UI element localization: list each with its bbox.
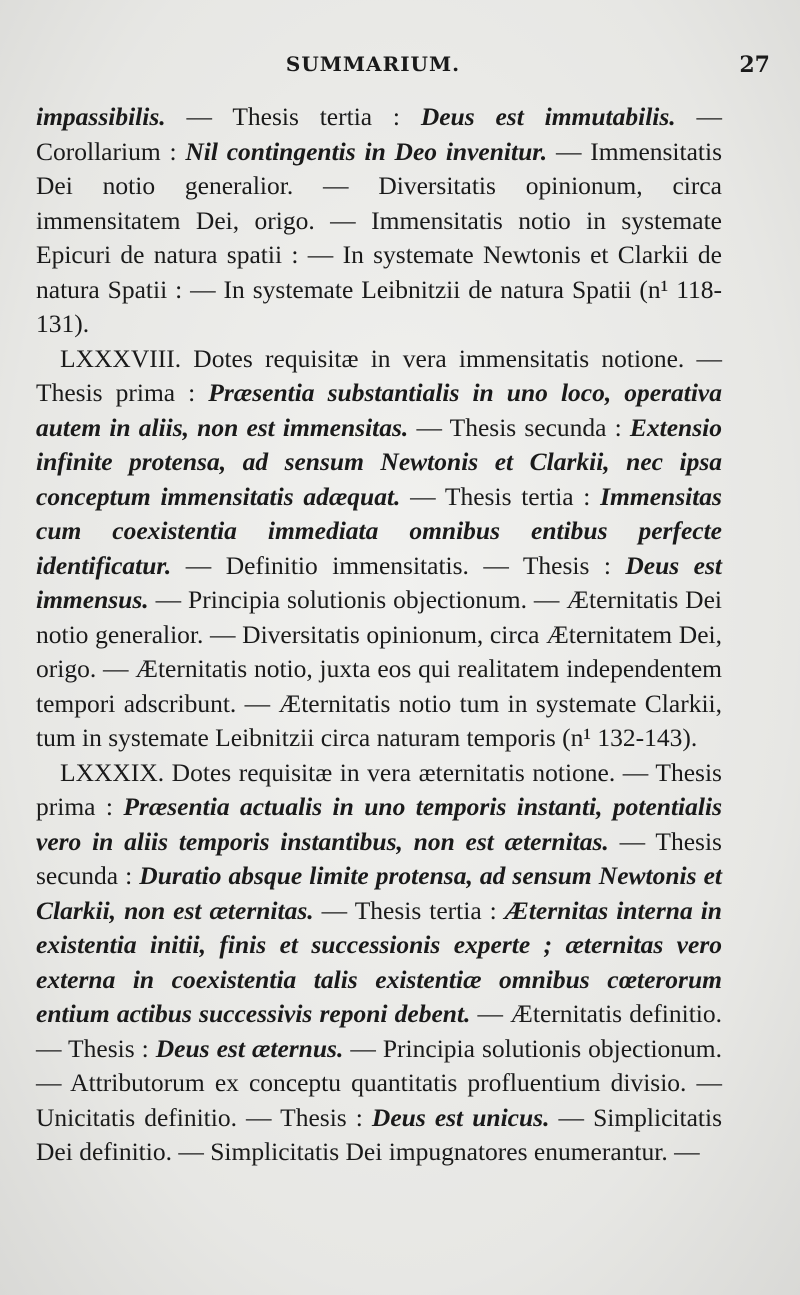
italic-phrase: impassibilis. bbox=[36, 102, 166, 131]
roman-text: — Corollarium : bbox=[36, 102, 722, 166]
paragraph-1 bbox=[36, 100, 722, 342]
summary-text bbox=[36, 100, 722, 1170]
running-head-title: SUMMARIUM. bbox=[285, 52, 461, 76]
running-head bbox=[36, 52, 770, 82]
roman-text: — Principia solutionis objectionum. — Attributorum ex conceptu quantitatis profluentium divisio. — Unicitatis definitio. — Thesis : bbox=[36, 1033, 722, 1132]
roman-text: — Definitio immensitatis. — Thesis : bbox=[171, 550, 626, 580]
paragraph-lxxxix bbox=[36, 756, 722, 1170]
page-number: 27 bbox=[739, 52, 770, 78]
italic-phrase: Deus est æternus. bbox=[155, 1033, 344, 1063]
roman-text: — Thesis tertia : bbox=[400, 481, 601, 511]
paragraph-lxxxviii bbox=[36, 342, 722, 756]
roman-text: — Thesis tertia : bbox=[313, 895, 505, 925]
italic-phrase: Nil contingentis in Deo invenitur. bbox=[185, 136, 548, 166]
roman-text: — Thesis tertia : bbox=[165, 102, 421, 131]
italic-phrase: Præsentia substantialis in uno loco, operativa autem in aliis, non est immensitas. bbox=[36, 378, 722, 442]
roman-text: — Æternitatis definitio. — Thesis : bbox=[36, 999, 722, 1063]
roman-text: — Thesis secunda : bbox=[408, 412, 630, 442]
roman-text: — Simplicitatis Dei definitio. — Simplicitatis Dei impugnatores enumerantur. — bbox=[36, 1102, 722, 1166]
italic-phrase: Deus est immutabilis. bbox=[420, 102, 676, 131]
roman-text: LXXXVIII. Dotes requisitæ in vera immensitatis notione. — Thesis prima : bbox=[36, 343, 722, 407]
roman-text: — Principia solutionis objectionum. — Æternitatis Dei notio generalior. — Diversitatis opinionum, circa Æternitatem Dei, origo. — Æternitatis notio, juxta eos qui realitatem independentem tempori adscribunt. — Æternitatis notio tum in systemate Clarkii, tum in systemate Leibnitzii circa naturam temporis (n¹ 132-143). bbox=[36, 585, 722, 752]
italic-phrase: Præsentia actualis in uno temporis instanti, potentialis vero in aliis temporis instantibus, non est æternitas. bbox=[36, 792, 722, 856]
roman-text: — Thesis secunda : bbox=[36, 826, 722, 890]
italic-phrase: Æternitas interna in existentia initii, finis et successionis experte ; æternitas vero externa in coexistentia talis existentiæ omnibus cœterorum entium actibus successivis reponi debent. bbox=[36, 895, 722, 1028]
italic-phrase: Extensio infinite protensa, ad sensum Newtonis et Clarkii, nec ipsa conceptum immensitatis adæquat. bbox=[36, 412, 722, 511]
italic-phrase: Duratio absque limite protensa, ad sensum Newtonis et Clarkii, non est æternitas. bbox=[36, 861, 722, 925]
italic-phrase: Deus est immensus. bbox=[36, 550, 722, 614]
roman-text: — Immensitatis Dei notio generalior. — Diversitatis opinionum, circa immensitatem Dei, origo. — Immensitatis notio in systemate Epicuri de natura spatii : — In systemate Newtonis et Clarkii de natura Spatii : — In systemate Leibnitzii de natura Spatii (n¹ 118-131). bbox=[36, 136, 723, 338]
roman-text: LXXXIX. Dotes requisitæ in vera æternitatis notione. — Thesis prima : bbox=[36, 757, 722, 821]
italic-phrase: Immensitas cum coexistentia immediata omnibus entibus perfecte identificatur. bbox=[36, 481, 722, 580]
italic-phrase: Deus est unicus. bbox=[371, 1102, 550, 1132]
